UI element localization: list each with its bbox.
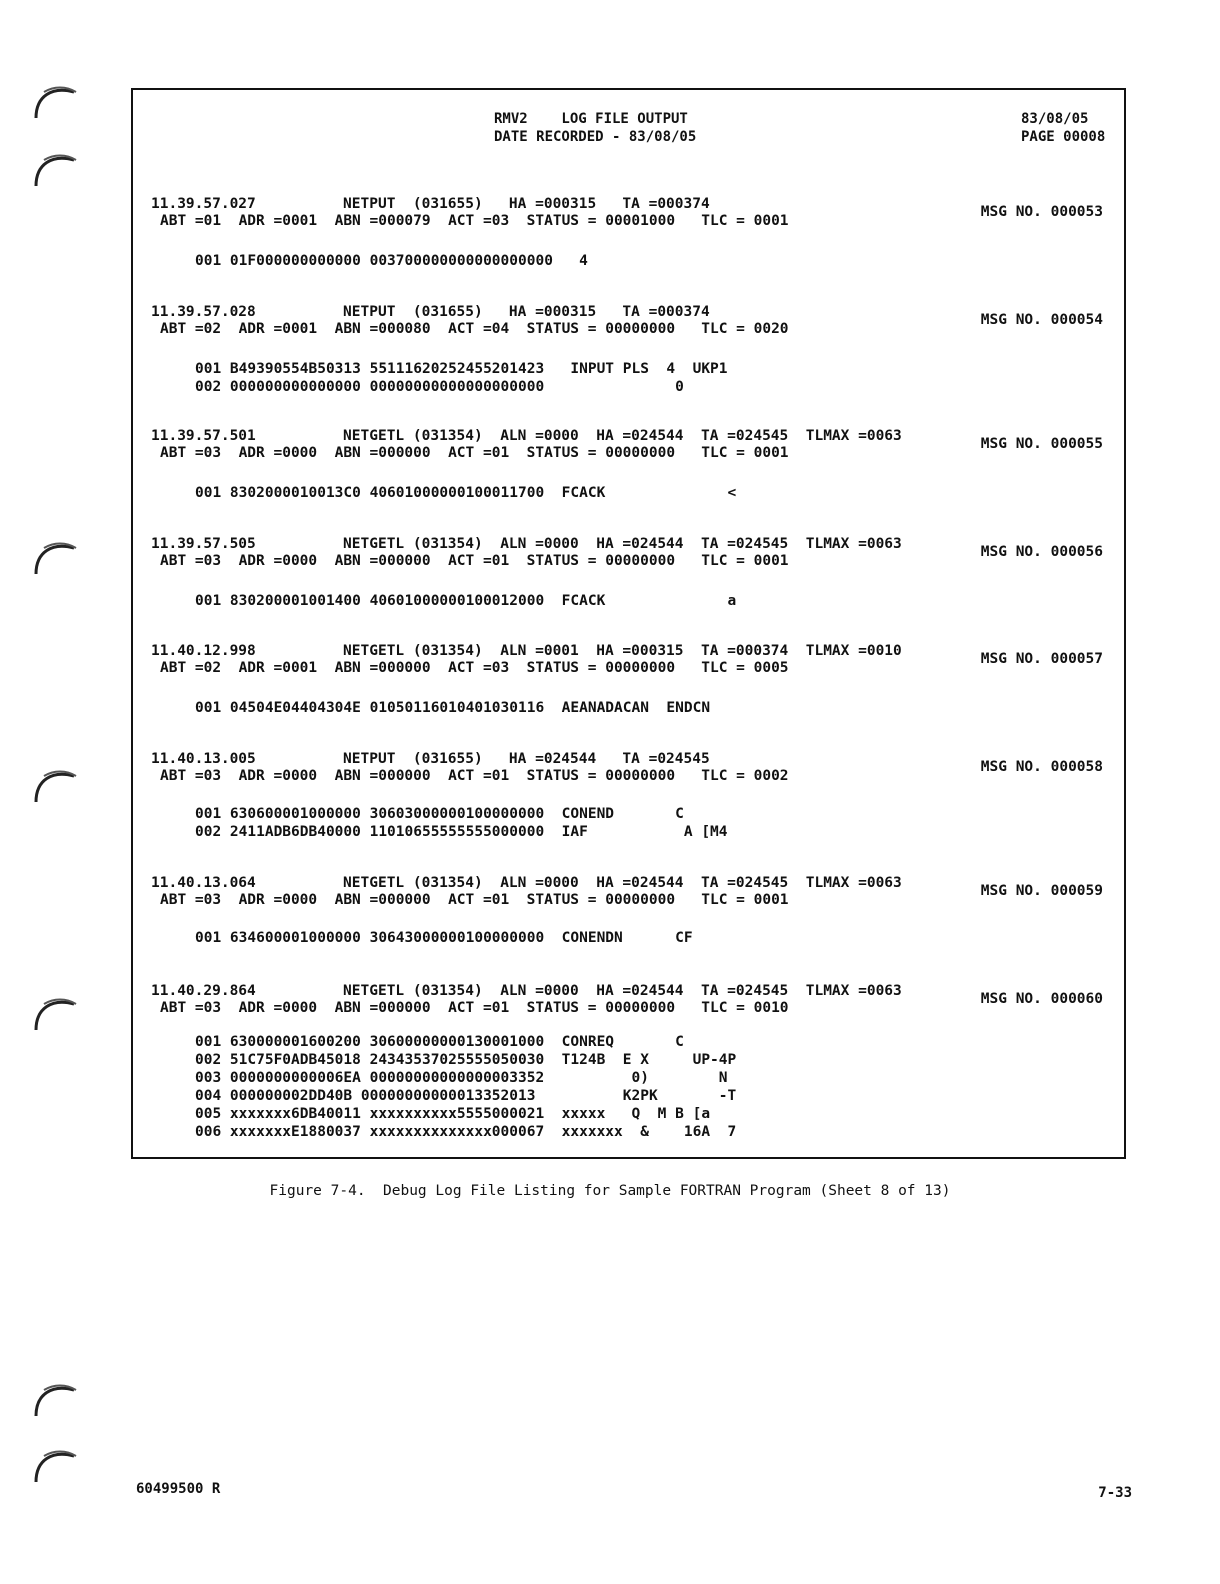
log-entry (151, 643, 1111, 753)
header-date: 83/08/05 (1021, 111, 1089, 127)
binder-hole-icon (30, 1446, 82, 1486)
binder-hole-icon (30, 538, 82, 578)
log-entry (151, 751, 1111, 861)
binder-hole-icon (30, 766, 82, 806)
entry-status-line: ABT =01 ADR =0001 ABN =000079 ACT =03 STATUS = 00001000 TLC = 0001 (160, 213, 789, 229)
msg-number: MSG NO. 000054 (980, 312, 1103, 328)
entry-call-line: 11.40.13.005 NETPUT (031655) HA =024544 TA =024545 (151, 751, 710, 767)
data-line: 002 51C75F0ADB45018 24343537025555050030 T124B E X UP-4P (195, 1052, 737, 1068)
date-recorded: DATE RECORDED - 83/08/05 (494, 129, 697, 145)
msg-number: MSG NO. 000055 (980, 436, 1103, 452)
entry-status-line: ABT =03 ADR =0000 ABN =000000 ACT =01 STATUS = 00000000 TLC = 0002 (160, 768, 789, 784)
msg-number: MSG NO. 000058 (980, 759, 1103, 775)
binder-hole-icon (30, 994, 82, 1034)
data-line: 001 630000001600200 30600000000130001000 CONREQ C (195, 1034, 684, 1050)
entry-call-line: 11.39.57.501 NETGETL (031354) ALN =0000 HA =024544 TA =024545 TLMAX =0063 (151, 428, 902, 444)
log-entry (151, 536, 1111, 646)
entry-call-line: 11.40.12.998 NETGETL (031354) ALN =0001 HA =000315 TA =000374 TLMAX =0010 (151, 643, 902, 659)
entry-status-line: ABT =03 ADR =0000 ABN =000000 ACT =01 STATUS = 00000000 TLC = 0001 (160, 445, 789, 461)
data-line: 003 0000000000006EA 00000000000000003352 0) N (195, 1070, 728, 1086)
entry-status-line: ABT =02 ADR =0001 ABN =000080 ACT =04 STATUS = 00000000 TLC = 0020 (160, 321, 789, 337)
entry-status-line: ABT =03 ADR =0000 ABN =000000 ACT =01 STATUS = 00000000 TLC = 0010 (160, 1000, 789, 1016)
entry-call-line: 11.40.13.064 NETGETL (031354) ALN =0000 HA =024544 TA =024545 TLMAX =0063 (151, 875, 902, 891)
page-label: PAGE 00008 (1021, 129, 1106, 145)
data-line: 001 01F000000000000 003700000000000000000 4 (195, 253, 588, 269)
data-line: 001 630600001000000 30603000000100000000 CONEND C (195, 806, 684, 822)
data-line: 001 B49390554B50313 55111620252455201423 INPUT PLS 4 UKP1 (195, 361, 728, 377)
log-entry (151, 196, 1111, 306)
entry-status-line: ABT =02 ADR =0001 ABN =000000 ACT =03 STATUS = 00000000 TLC = 0005 (160, 660, 789, 676)
page-number: 7-33 (1098, 1485, 1132, 1501)
data-line: 004 000000002DD40B 00000000000013352013 K2PK -T (195, 1088, 737, 1104)
msg-number: MSG NO. 000056 (980, 544, 1103, 560)
data-line: 002 000000000000000 00000000000000000000 0 (195, 379, 684, 395)
entry-call-line: 11.39.57.505 NETGETL (031354) ALN =0000 HA =024544 TA =024545 TLMAX =0063 (151, 536, 902, 552)
entry-call-line: 11.40.29.864 NETGETL (031354) ALN =0000 HA =024544 TA =024545 TLMAX =0063 (151, 983, 902, 999)
log-entry (151, 304, 1111, 414)
figure-caption: Figure 7-4. Debug Log File Listing for Sample FORTRAN Program (Sheet 8 of 13) (269, 1183, 951, 1199)
msg-number: MSG NO. 000053 (980, 204, 1103, 220)
data-line: 001 634600001000000 30643000000100000000 CONENDN CF (195, 930, 693, 946)
data-line: 002 2411ADB6DB40000 11010655555555000000 IAF A [M4 (195, 824, 728, 840)
binder-hole-icon (30, 150, 82, 190)
data-line: 001 04504E04404304E 01050116010401030116 AEANADACAN ENDCN (195, 700, 711, 716)
entry-status-line: ABT =03 ADR =0000 ABN =000000 ACT =01 STATUS = 00000000 TLC = 0001 (160, 892, 789, 908)
entry-call-line: 11.39.57.028 NETPUT (031655) HA =000315 TA =000374 (151, 304, 710, 320)
msg-number: MSG NO. 000060 (980, 991, 1103, 1007)
log-entry (151, 875, 1111, 985)
data-line: 001 8302000010013C0 40601000000100011700 FCACK < (195, 485, 737, 501)
log-title: RMV2 LOG FILE OUTPUT (494, 111, 688, 127)
log-listing-frame (131, 88, 1126, 1159)
binder-hole-icon (30, 82, 82, 122)
data-line: 005 xxxxxxx6DB40011 xxxxxxxxxx5555000021 xxxxx Q M B [a (195, 1106, 711, 1122)
data-line: 006 xxxxxxxE1880037 xxxxxxxxxxxxxx000067 xxxxxxx & 16A 7 (195, 1124, 737, 1140)
log-entry (151, 428, 1111, 538)
data-line: 001 830200001001400 40601000000100012000 FCACK a (195, 593, 737, 609)
document-number: 60499500 R (136, 1481, 221, 1497)
log-entry (151, 983, 1111, 1153)
entry-status-line: ABT =03 ADR =0000 ABN =000000 ACT =01 STATUS = 00000000 TLC = 0001 (160, 553, 789, 569)
msg-number: MSG NO. 000059 (980, 883, 1103, 899)
entry-call-line: 11.39.57.027 NETPUT (031655) HA =000315 TA =000374 (151, 196, 710, 212)
binder-hole-icon (30, 1380, 82, 1420)
msg-number: MSG NO. 000057 (980, 651, 1103, 667)
